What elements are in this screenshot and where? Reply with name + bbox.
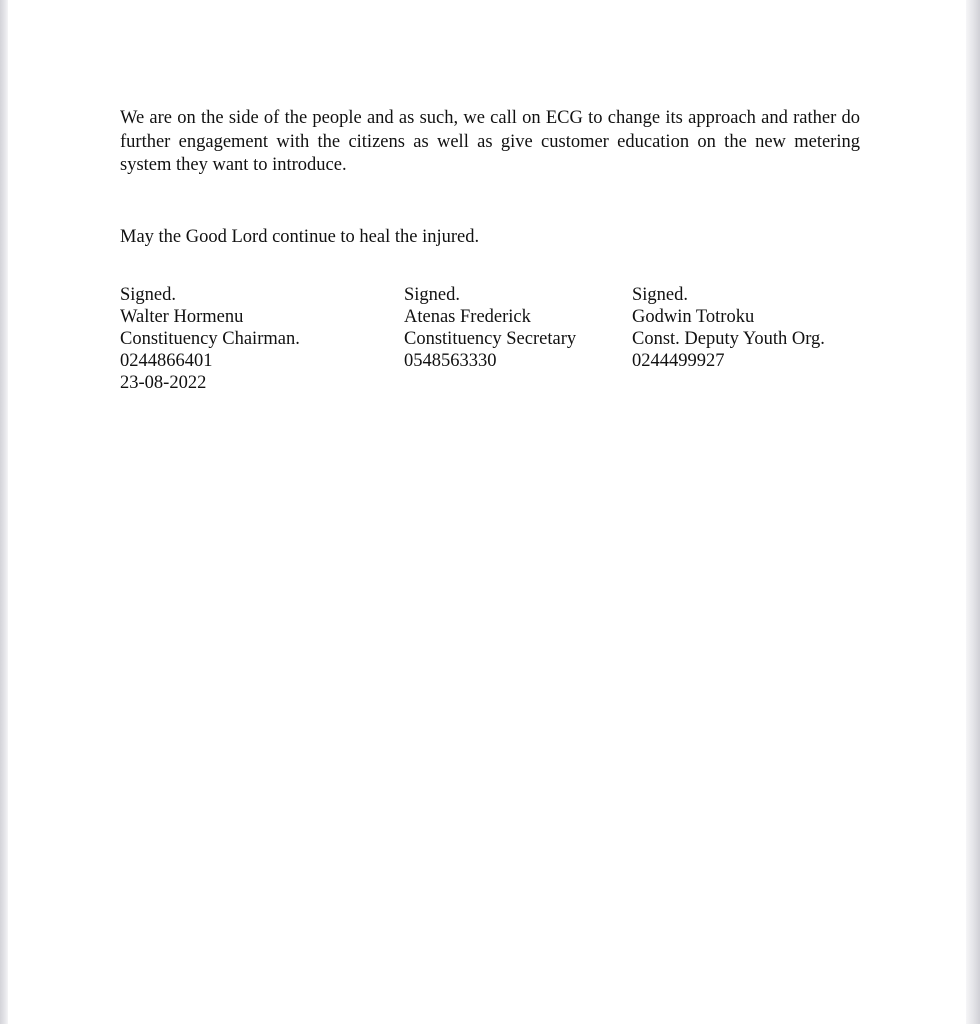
signatory-name: Atenas Frederick (404, 307, 531, 327)
document-page (8, 0, 966, 1024)
signatory-phone: 0244499927 (632, 351, 725, 371)
signatory-title: Const. Deputy Youth Org. (632, 329, 825, 349)
paragraph-prayer: May the Good Lord continue to heal the injured. (120, 227, 480, 247)
signature-block-chairman (120, 284, 300, 394)
signatory-phone: 0548563330 (404, 351, 497, 371)
signatory-title: Constituency Secretary (404, 329, 577, 349)
signatory-name: Godwin Totroku (632, 307, 755, 327)
page-edge-left (0, 0, 8, 1024)
signed-label: Signed. (404, 285, 461, 305)
signatory-phone: 0244866401 (120, 351, 213, 371)
signatory-name: Walter Hormenu (120, 307, 244, 327)
page-edge-right (966, 0, 980, 1024)
signature-date: 23-08-2022 (120, 373, 207, 393)
signatory-title: Constituency Chairman. (120, 329, 300, 349)
paragraph-call-to-ecg: We are on the side of the people and as such, we call on ECG to change its approach and rather do further engagement with the citizens as well as give customer education on the new metering system they want to introduce. (120, 108, 860, 175)
signed-label: Signed. (120, 285, 177, 305)
signed-label: Signed. (632, 285, 689, 305)
signature-block-youth-organizer (632, 284, 825, 372)
signature-block-secretary (404, 284, 576, 372)
